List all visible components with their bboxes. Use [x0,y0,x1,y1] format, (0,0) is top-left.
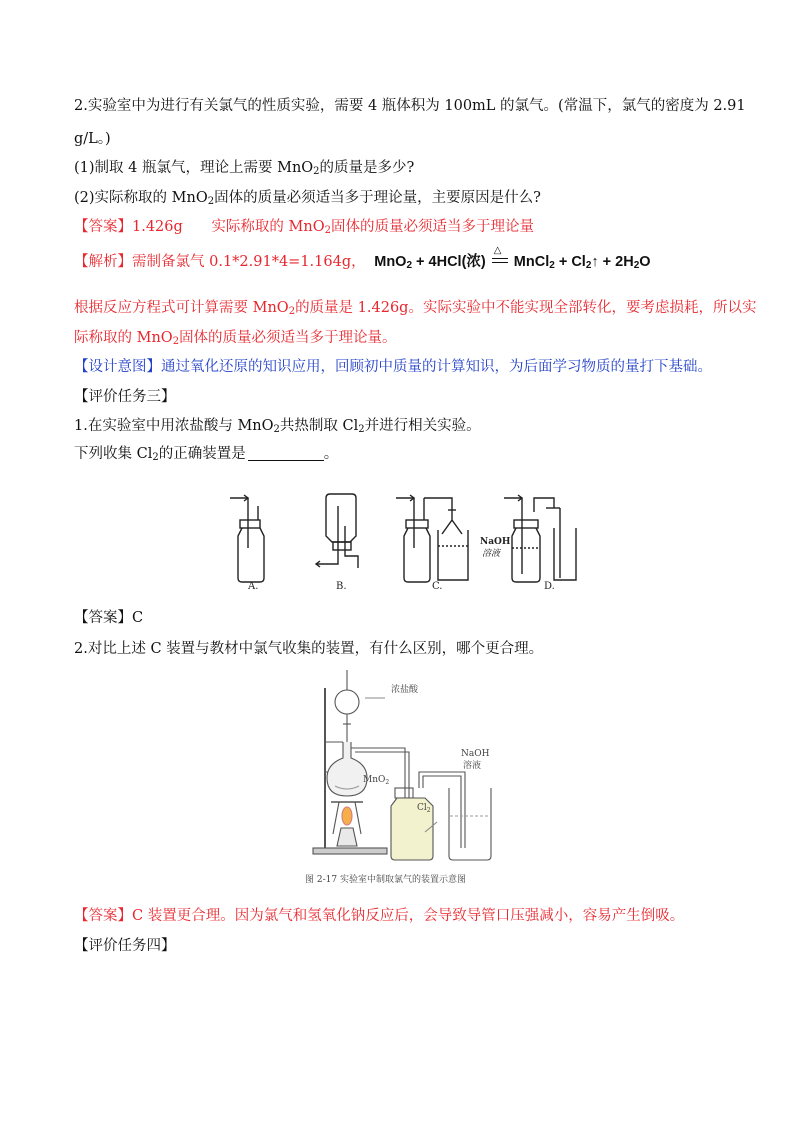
apparatus-a [230,495,264,582]
task-3-question-1: 1.在实验室中用浓盐酸与 MnO$_2$共热制取 $Cl_2$并进行相关实验。 [74,418,481,435]
answer-value: C [132,610,144,626]
label-c: C. [432,581,443,592]
task-3-answer-1 [74,607,143,629]
answer-value: 1.426g [132,219,183,235]
question-2-sub-1: (1)制取 4 瓶氯气，理论上需要 MnO$_2$的质量是多少? [74,160,415,177]
label-d: D. [544,581,555,592]
heat-condition: △ [490,251,510,273]
answer-tag: 【答案】 [74,610,132,626]
analysis-line-1: 【解析】需制备氯气 0.1*2.91*4=1.164g， MnO$_2$ + 4HCl(浓) △ MnCl$_2$ + $Cl_2↑ + 2H_2O$ [74,245,651,271]
answer-1 [74,216,534,238]
question-2-stem-cont: g/L。) [74,131,111,147]
chemical-equation: MnO$_2$ + 4HCl(浓) △ MnCl$_2$ + $Cl_2↑ + 2H_2O$ [374,245,651,271]
collection-apparatus-figure [218,486,580,594]
question-2-sub-2: (2)实际称取的 MnO$_2$固体的质量必须适当多于理论量，主要原因是什么? [74,190,541,207]
task-3-question-1-line-2: 下列收集 $Cl_2$的正确装置是 。 [74,446,339,463]
apparatus-b [316,494,358,568]
label-a: A. [248,581,259,592]
design-intention: 【设计意图】通过氧化还原的知识应用，回顾初中质量的计算知识，为后面学习物质的量打下基础。 [74,359,712,375]
textbook-chlorine-apparatus-figure [305,662,505,874]
figure2-naoh-label: NaOH [461,749,490,759]
figure1-naoh-label: NaOH [480,537,511,547]
analysis-line-2: 根据反应方程式可计算需要 MnO$_2$的质量是 1.426g。实际实验中不能实现全部转化，要考虑损耗，所以实 [74,300,757,317]
question-2-stem: 2.实验室中为进行有关氯气的性质实验，需要 4 瓶体积为 100mL 的氯气。(常温下，氯气的密度为 2.91 [74,98,746,114]
figure1-solution-label: 溶液 [482,549,501,559]
answer-tag: 【答案】 [74,219,132,235]
apparatus-c [396,495,468,582]
label-b: B. [336,581,347,592]
task-4-title: 【评价任务四】 [74,938,176,954]
answer-text: 实际称取的 MnO$_2$固体的质量必须适当多于理论量 [211,219,534,236]
figure2-cl2-label: $Cl_2$ [417,803,431,814]
figure2-caption: 图 2-17 实验室中制取氯气的装置示意图 [305,875,466,885]
apparatus-d [504,495,576,582]
task-3-question-2: 2.对比上述 C 装置与教材中氯气收集的装置，有什么区别，哪个更合理。 [74,641,544,657]
design-tag: 【设计意图】 [74,359,161,375]
analysis-line-3: 际称取的 MnO$_2$固体的质量必须适当多于理论量。 [74,330,397,347]
analysis-tag: 【解析】 [74,254,132,270]
figure2-mno2-label: MnO$_2$ [363,775,390,786]
answer-blank [248,446,324,461]
figure2-solution-label: 溶液 [463,761,482,771]
task-3-answer-2: 【答案】C 装置更合理。因为氯气和氢氧化钠反应后，会导致导管口压强减小，容易产生倒吸。 [74,908,685,924]
answer-tag: 【答案】 [74,908,132,924]
task-3-title: 【评价任务三】 [74,389,176,405]
figure2-acid-label: 浓盐酸 [391,685,419,695]
